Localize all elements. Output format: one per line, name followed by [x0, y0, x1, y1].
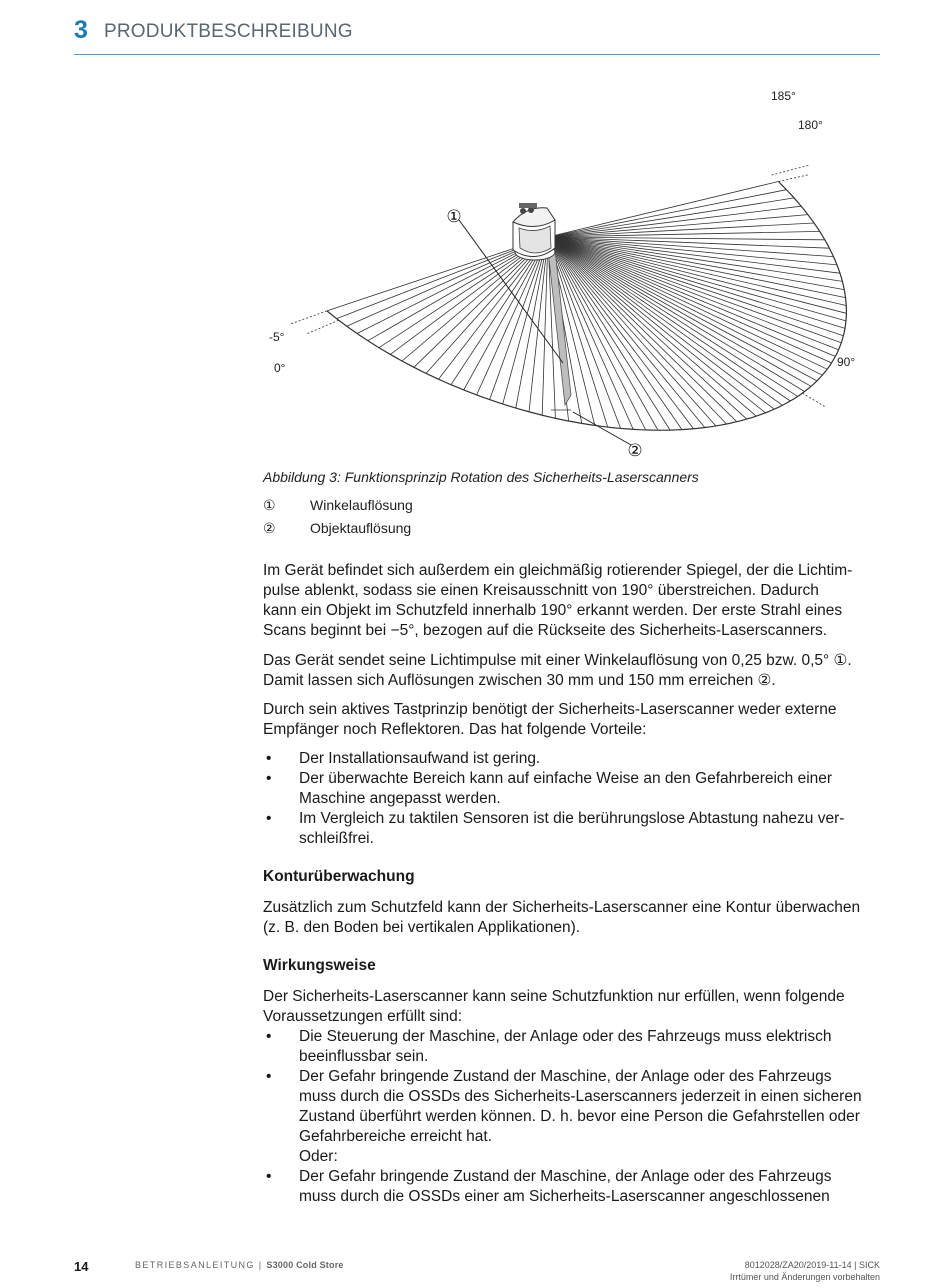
text-line: Scans beginnt bei −5°, bezogen auf die Rückseite des Sicherheits-Laserscanners. [263, 622, 828, 639]
scan-ray [548, 237, 798, 396]
text-line: Im Vergleich zu taktilen Sensoren ist die berührungslose Abtastung nahezu ver- [299, 810, 845, 827]
bullet-marker: • [266, 750, 272, 767]
callout-2-marker: ② [627, 441, 643, 461]
scan-rays [327, 182, 847, 431]
text-line: Der Gefahr bringende Zustand der Maschine, der Anlage oder des Fahrzeugs [299, 1068, 832, 1085]
footer-doc-ref: 8012028/ZA20/2019-11-14 | SICK [744, 1260, 880, 1270]
angle-line-0 [289, 311, 327, 325]
laser-scanner-device [513, 203, 555, 260]
text-line: Damit lassen sich Auflösungen zwischen 30 mm und 150 mm erreichen ②. [263, 672, 776, 689]
legend-text: Objektauflösung [310, 520, 412, 536]
text-line: Der überwachte Bereich kann auf einfache Weise an den Gefahrbereich einer [299, 770, 833, 787]
footer-doc-type: BETRIEBSANLEITUNG [135, 1260, 255, 1270]
paragraph-resolution [263, 651, 883, 691]
scan-ray [548, 215, 808, 237]
bullet-marker: • [266, 1168, 272, 1185]
page-number: 14 [74, 1259, 89, 1274]
text-line: muss durch die OSSDs des Sicherheits-Laserscanners jederzeit in einen sicheren [299, 1088, 862, 1105]
text-line: beeinflussbar sein. [299, 1048, 429, 1065]
text-line: Der Gefahr bringende Zustand der Maschine, der Anlage oder des Fahrzeugs [299, 1168, 832, 1185]
list-item [263, 809, 883, 849]
list-item [263, 749, 883, 769]
text-line: Maschine angepasst werden. [299, 790, 501, 807]
text-line: Oder: [299, 1148, 338, 1165]
angle-label-185: 185° [771, 89, 796, 103]
figure-caption: Abbildung 3: Funktionsprinzip Rotation des Sicherheits-Laserscanners [263, 469, 699, 485]
text-line: Gefahrbereiche erreicht hat. [299, 1128, 492, 1145]
text-line: pulse ablenkt, sodass sie einen Kreisausschnitt von 190° überstreichen. Dadurch [263, 582, 819, 599]
text-line: Das Gerät sendet seine Lichtimpulse mit einer Winkelauflösung von 0,25 bzw. 0,5° ①. [263, 652, 852, 669]
scan-ray [548, 237, 837, 265]
legend-symbol: ① [263, 497, 276, 513]
scan-ray [548, 182, 778, 238]
scan-ray [548, 237, 727, 424]
angle-line-180 [778, 175, 809, 182]
text-line: muss durch die OSSDs einer am Sicherheits-Laserscanner angeschlossenen [299, 1188, 830, 1205]
text-line: Empfänger noch Reflektoren. Das hat folgende Vorteile: [263, 721, 647, 738]
list-item [263, 1067, 883, 1167]
advantages-list [263, 749, 883, 849]
text-line: Der Sicherheits-Laserscanner kann seine Schutzfunktion nur erfüllen, wenn folgende [263, 988, 845, 1005]
text-line: Durch sein aktives Tastprinzip benötigt der Sicherheits-Laserscanner weder externe [263, 701, 837, 718]
text-line: Zusätzlich zum Schutzfeld kann der Sicherheits-Laserscanner eine Kontur überwachen [263, 899, 861, 916]
scanner-rotation-figure [255, 80, 875, 465]
callout-1-marker: ① [446, 207, 462, 227]
angle-label-0: 0° [274, 361, 286, 375]
footer-separator: | [254, 1260, 267, 1270]
list-item [263, 1027, 883, 1067]
footer-reference [730, 1259, 880, 1283]
section-heading-function: Wirkungsweise [263, 957, 376, 974]
footer-disclaimer: Irrtümer und Änderungen vorbehalten [729, 1272, 880, 1282]
bullet-marker: • [266, 1068, 272, 1085]
text-line: Voraussetzungen erfüllt sind: [263, 1008, 463, 1025]
text-line: Der Installationsaufwand ist gering. [299, 750, 541, 767]
scan-ray [548, 198, 794, 237]
scan-ray [548, 237, 747, 419]
text-line: kann ein Objekt im Schutzfeld innerhalb 190° erkannt werden. Der erste Strahl eines [263, 602, 843, 619]
legend-text: Winkelauflösung [310, 497, 413, 513]
text-line: Zustand überführt werden können. D. h. bevor eine Person die Gefahrstellen oder [299, 1108, 860, 1125]
bullet-marker: • [266, 810, 272, 827]
list-item [263, 1167, 883, 1207]
legend-item-2 [263, 520, 411, 537]
scan-ray [548, 223, 814, 237]
angle-line-minus5 [306, 320, 339, 334]
text-line: Die Steuerung der Maschine, der Anlage oder des Fahrzeugs muss elektrisch [299, 1028, 832, 1045]
chapter-number: 3 [74, 16, 88, 44]
list-item [263, 769, 883, 809]
paragraph-function [263, 987, 883, 1027]
legend-item-1 [263, 497, 413, 514]
text-line: Im Gerät befindet sich außerdem ein gleichmäßig rotierender Spiegel, der die Lichtim- [263, 562, 853, 579]
section-heading-contour: Konturüberwachung [263, 868, 415, 885]
paragraph-mirror [263, 561, 883, 641]
bullet-marker: • [266, 770, 272, 787]
angle-line-90 [802, 393, 826, 408]
scan-ray [548, 237, 817, 381]
page-header [74, 14, 880, 55]
paragraph-contour [263, 898, 883, 938]
text-line: (z. B. den Boden bei vertikalen Applikationen). [263, 919, 581, 936]
angle-line-185 [772, 166, 809, 176]
footer-product: S3000 Cold Store [266, 1260, 344, 1270]
legend-symbol: ② [263, 520, 276, 536]
paragraph-scan-principle [263, 700, 883, 740]
bullet-marker: • [266, 1028, 272, 1045]
scan-ray [548, 190, 786, 237]
angle-label-minus5: -5° [269, 330, 285, 344]
angle-label-180: 180° [798, 118, 823, 132]
text-line: schleißfrei. [299, 830, 374, 847]
angle-label-90: 90° [837, 355, 856, 369]
requirements-list [263, 1027, 883, 1207]
scan-ray [548, 237, 832, 363]
footer-document-info [135, 1260, 344, 1270]
chapter-title: PRODUKTBESCHREIBUNG [104, 21, 353, 42]
